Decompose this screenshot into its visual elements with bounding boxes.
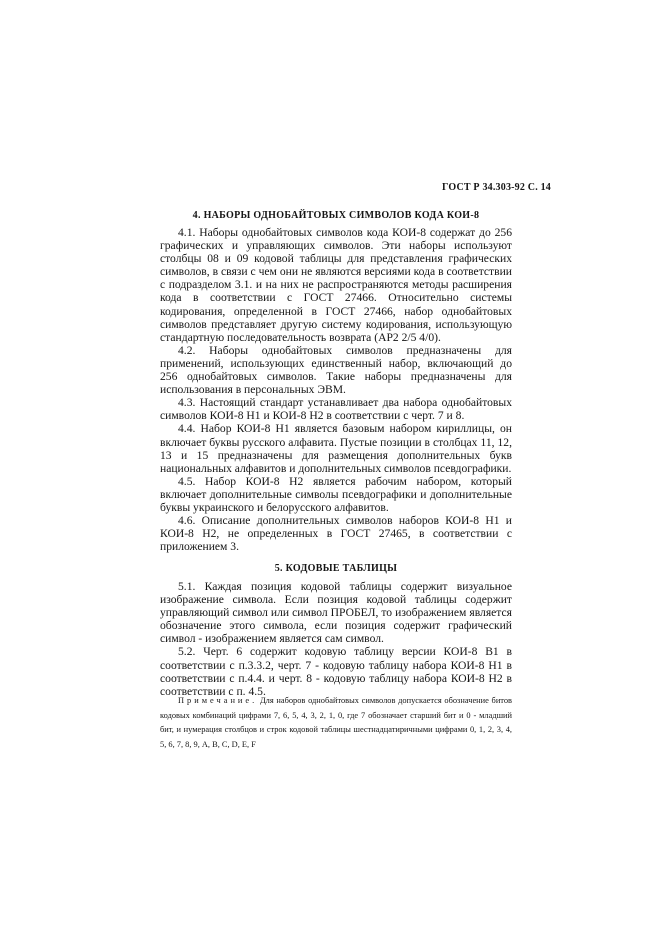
section-5-heading-wrap <box>160 563 512 574</box>
section-5-title: 5. КОДОВЫЕ ТАБЛИЦЫ <box>274 563 398 574</box>
page-header: ГОСТ Р 34.303-92 С. 14 <box>442 182 551 193</box>
paragraph-4-3: 4.3. Настоящий стандарт устанавливает два набора однобайтовых символов КОИ-8 Н1 и КОИ-8 Н2 в соответствии с черт. 7 и 8. <box>160 396 512 423</box>
note-paragraph <box>160 694 512 752</box>
note-block <box>160 694 512 752</box>
section-4-body <box>160 226 512 553</box>
note-label: Примечание. <box>178 696 258 705</box>
paragraph-4-1: 4.1. Наборы однобайтовых символов кода КОИ-8 содержат до 256 графических и управляющих символов. Эти наборы используют столбцы 08 и 09 кодовой таблицы для представления графических символов, в связи с чем они не являются версиями кода в соответствии с подразделом 3.1. и на них не распространяются методы расширения кода в соответствии с ГОСТ 27466. Относительно системы кодирования, определенной в ГОСТ 27466, набор однобайтовых символов представляет другую систему кодирования, использующую стандартную последовательность возврата (АР2 2/5 4/0). <box>160 226 512 344</box>
paragraph-4-6: 4.6. Описание дополнительных символов наборов КОИ-8 Н1 и КОИ-8 Н2, не определенных в ГОСТ 27465, в соответствии с приложением 3. <box>160 514 512 554</box>
paragraph-5-2: 5.2. Черт. 6 содержит кодовую таблицу версии КОИ-8 В1 в соответствии с п.3.3.2, черт. 7 - кодовую таблицу набора КОИ-8 Н1 в соответствии с п.4.4. и черт. 8 - кодовую таблицу набора КОИ-8 Н2 в соответствии с п. 4.5. <box>160 645 512 698</box>
paragraph-4-2: 4.2. Наборы однобайтовых символов предназначены для применений, использующих единственный набор, включающий до 256 однобайтовых символов. Такие наборы предназначены для использования в персональных ЭВМ. <box>160 343 512 397</box>
section-5-body <box>160 580 512 698</box>
section-4-heading-wrap <box>160 210 512 221</box>
paragraph-4-5: 4.5. Набор КОИ-8 Н2 является рабочим набором, который включает дополнительные символы псевдографики и дополнительные буквы украинского и белорусского алфавитов. <box>160 474 512 514</box>
paragraph-4-4: 4.4. Набор КОИ-8 Н1 является базовым набором кириллицы, он включает буквы русского алфавита. Пустые позиции в столбцах 11, 12, 13 и 15 предназначены для размещения дополнительных букв национальных алфавитов и дополнительных символов псевдографики. <box>160 422 512 475</box>
note-text: Для наборов однобайтовых символов допускается обозначение битов кодовых комбинаций цифрами 7, 6, 5, 4, 3, 2, 1, 0, где 7 обозначает старший бит и 0 - младший бит, и нумерация столбцов и строк кодовой таблицы шестнадцатиричными цифрами 0, 1, 2, 3, 4, 5, 6, 7, 8, 9, A, B, C, D, E, F <box>160 696 512 749</box>
section-4-title: 4. НАБОРЫ ОДНОБАЙТОВЫХ СИМВОЛОВ КОДА КОИ-8 <box>192 210 480 221</box>
paragraph-5-1: 5.1. Каждая позиция кодовой таблицы содержит визуальное изображение символа. Если позиция кодовой таблицы содержит управляющий символ или символ ПРОБЕЛ, то изображением является обозначение этого символа, если позиция содержит графический символ - изображением является сам символ. <box>160 580 512 646</box>
